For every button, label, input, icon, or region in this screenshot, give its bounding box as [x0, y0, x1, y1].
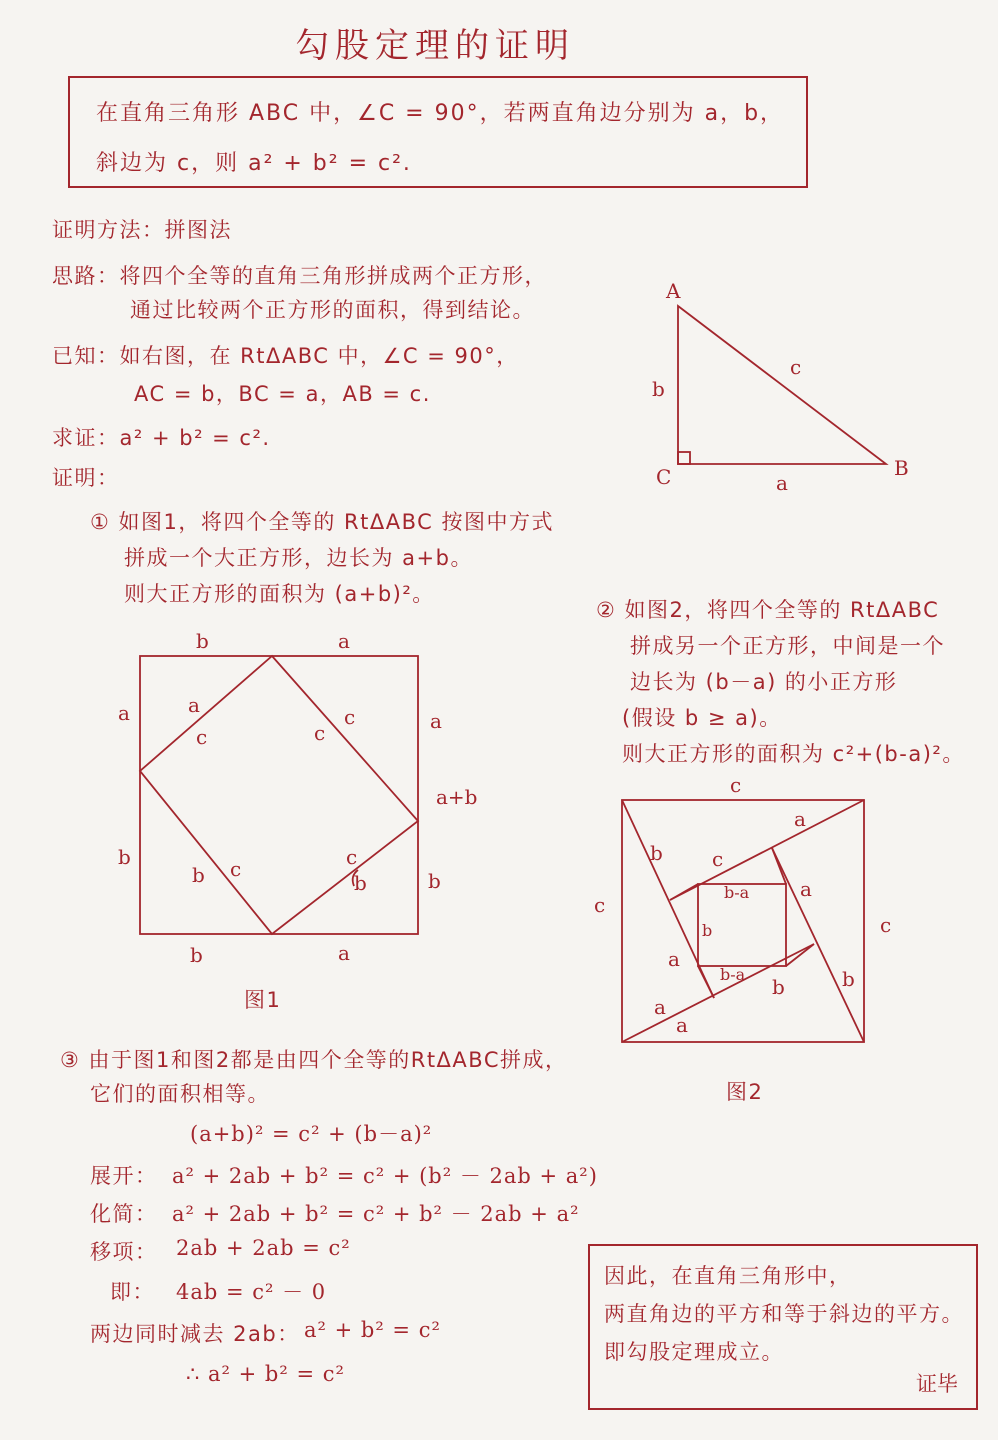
step2-line-4: (假设 b ≥ a)。: [622, 706, 782, 730]
fig1-top-a: a: [338, 629, 350, 653]
fig2-inner-top: b-a: [724, 883, 750, 902]
triangle-shape: [678, 306, 886, 464]
figure-2: [584, 772, 914, 1062]
fig1-bottom-b: b: [190, 943, 203, 967]
both-sides-label: 两边同时减去 2ab：: [90, 1322, 300, 1346]
prove-text: 求证：a² + b² = c².: [52, 426, 271, 450]
page-title: 勾股定理的证明: [295, 26, 575, 66]
theorem-line-2: 斜边为 c，则 a² + b² = c².: [96, 151, 412, 176]
fig1-tr-c1: c: [344, 705, 356, 729]
fig2-l-a: a: [668, 947, 680, 971]
fig2-r-b: b: [842, 967, 855, 991]
fig1-bl-b: b: [192, 863, 205, 887]
conclusion-line-1: 因此，在直角三角形中，: [604, 1264, 852, 1288]
vertex-c-label: C: [656, 465, 672, 489]
side-a-label: a: [776, 471, 788, 495]
method-text: 证明方法：拼图法: [52, 218, 232, 242]
fig1-bl-c: c: [230, 857, 242, 881]
fig2-t-a: a: [794, 807, 806, 831]
fig2-right-c: c: [880, 913, 892, 937]
ie-label: 即：: [110, 1280, 155, 1304]
ie-equation: 4ab = c² － 0: [176, 1280, 327, 1304]
theorem-line-1: 在直角三角形 ABC 中，∠C = 90°，若两直角边分别为 a，b，: [96, 101, 785, 126]
expand-equation: a² + 2ab + b² = c² + (b² － 2ab + a²): [172, 1164, 598, 1188]
step3-line-1: ③ 由于图1和图2都是由四个全等的RtΔABC拼成，: [60, 1048, 568, 1072]
theorem-box: [68, 76, 808, 188]
step1-line-1: ① 如图1，将四个全等的 RtΔABC 按图中方式: [90, 510, 554, 534]
figure-1-caption: 图1: [244, 988, 282, 1012]
fig2-tick-1: [670, 884, 698, 900]
simplify-label: 化简：: [90, 1202, 158, 1226]
fig2-br-b: b: [772, 975, 785, 999]
triangle-figure: [640, 272, 920, 502]
given-line-1: 已知：如右图，在 RtΔABC 中，∠C = 90°，: [52, 344, 519, 368]
conclusion-line-3: 即勾股定理成立。: [604, 1340, 784, 1364]
figure-1: [100, 624, 500, 1004]
fig1-outer-square: [140, 656, 418, 934]
fig1-right-ab: a+b: [436, 785, 478, 809]
vertex-a-label: A: [666, 279, 681, 303]
fig1-right-b: b: [428, 869, 441, 893]
fig1-br-c: c: [346, 845, 358, 869]
side-b-label: b: [652, 377, 665, 401]
fig2-inner-left-b: b: [702, 921, 713, 940]
fig2-tick-2: [772, 848, 786, 884]
idea-line-2: 通过比较两个正方形的面积，得到结论。: [130, 298, 535, 322]
fig1-left-a: a: [118, 701, 130, 725]
conclusion-box: [588, 1244, 978, 1410]
fig2-t-c: c: [712, 847, 724, 871]
fig2-line-bottom: [622, 944, 814, 1042]
fig2-bl-a2: a: [676, 1013, 688, 1037]
fig2-r-a: a: [800, 877, 812, 901]
fig1-inner-square: [140, 656, 418, 934]
right-angle-mark: [678, 452, 690, 464]
step1-line-2: 拼成一个大正方形，边长为 a+b。: [124, 546, 473, 570]
move-equation: 2ab + 2ab = c²: [176, 1236, 351, 1260]
proof-label: 证明：: [52, 466, 120, 490]
fig2-inner-bottom: b-a: [720, 965, 746, 984]
fig1-tl-a: a: [188, 693, 200, 717]
step2-line-2: 拼成另一个正方形，中间是一个: [630, 634, 945, 658]
given-line-2: AC = b，BC = a，AB = c.: [134, 382, 431, 406]
move-label: 移项：: [90, 1240, 158, 1264]
idea-line-1: 思路：将四个全等的直角三角形拼成两个正方形，: [52, 264, 547, 288]
step1-line-3: 则大正方形的面积为 (a+b)²。: [124, 582, 435, 606]
fig2-left-c: c: [594, 893, 606, 917]
step2-line-5: 则大正方形的面积为 c²+(b-a)²。: [622, 742, 965, 766]
fig2-top-c: c: [730, 773, 742, 797]
expand-label: 展开：: [90, 1164, 158, 1188]
fig1-bottom-a: a: [338, 941, 350, 965]
fig2-t-b: b: [650, 841, 663, 865]
conclusion-line-2: 两直角边的平方和等于斜边的平方。: [604, 1302, 964, 1326]
fig2-bl-a1: a: [654, 995, 666, 1019]
fig1-tl-c: c: [196, 725, 208, 749]
fig2-tick-4: [698, 966, 714, 998]
step2-line-3: 边长为 (b－a) 的小正方形: [630, 670, 898, 694]
step2-line-1: ② 如图2，将四个全等的 RtΔABC: [596, 598, 940, 622]
equation-start: (a+b)² = c² + (b－a)²: [190, 1122, 433, 1146]
side-c-label: c: [790, 355, 802, 379]
therefore-equation: ∴ a² + b² = c²: [186, 1362, 345, 1386]
fig1-tr-c2: c: [314, 721, 326, 745]
fig1-top-b: b: [196, 629, 209, 653]
fig1-br-b: b: [354, 871, 367, 895]
both-sides-equation: a² + b² = c²: [304, 1318, 441, 1342]
simplify-equation: a² + 2ab + b² = c² + b² － 2ab + a²: [172, 1202, 580, 1226]
step3-line-2: 它们的面积相等。: [90, 1082, 270, 1106]
fig1-right-a: a: [430, 709, 442, 733]
fig2-tick-3: [786, 944, 814, 966]
fig2-line-top: [670, 800, 864, 900]
vertex-b-label: B: [894, 456, 909, 480]
fig1-left-b: b: [118, 845, 131, 869]
proof-end-label: 证毕: [916, 1372, 958, 1396]
figure-2-caption: 图2: [726, 1080, 764, 1104]
